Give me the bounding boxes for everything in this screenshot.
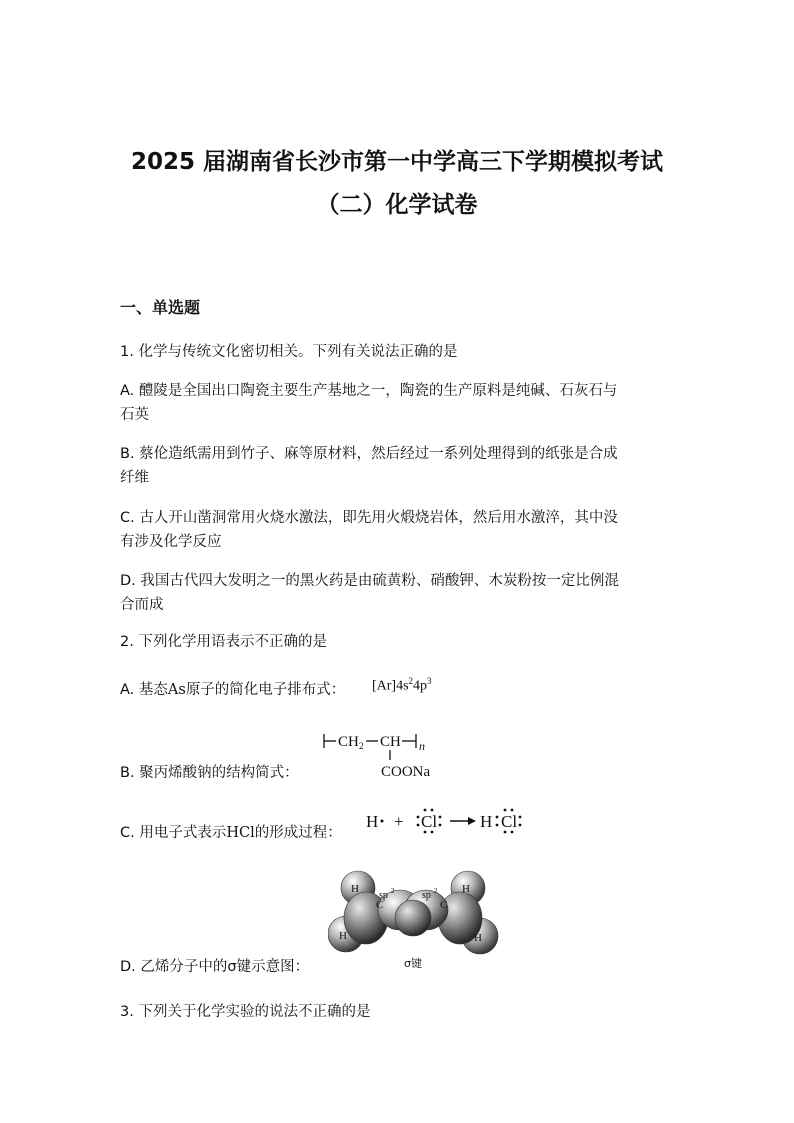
sigma-bond-caption: σ键 [404, 957, 422, 970]
ch-text: CH [380, 734, 401, 750]
element-as: As [167, 682, 186, 698]
label-h-top-left: H [351, 883, 359, 895]
config-4p: 4p [413, 678, 428, 694]
label-h-top-right: H [462, 883, 470, 895]
h-atom-2: H [480, 812, 493, 831]
n-subscript: n [419, 739, 425, 753]
question-2-option-b: B. 聚丙烯酸钠的结构简式： [120, 765, 299, 781]
question-1-option-c-line-2: 有涉及化学反应 [120, 534, 222, 550]
label-h-bottom-right: H [474, 932, 482, 944]
question-1-option-a-line-1: A. 醴陵是全国出口陶瓷主要生产基地之一，陶瓷的生产原料是纯碱、石灰石与 [120, 383, 618, 399]
coona-text: COONa [381, 764, 431, 780]
option-c-suffix: 的形成过程： [254, 825, 342, 841]
question-3-stem: 3. 下列关于化学实验的说法不正确的是 [120, 1004, 371, 1020]
question-1-stem: 1. 化学与传统文化密切相关。下列有关说法正确的是 [120, 344, 458, 360]
page-title-line-1: 2025 届湖南省长沙市第一中学高三下学期模拟考试 [130, 149, 664, 175]
question-1-option-b-line-2: 纤维 [120, 470, 149, 486]
page-title-line-2: （二）化学试卷 [316, 192, 478, 218]
hcl-label: HCl [226, 825, 255, 841]
label-sp2-right: sp [422, 890, 431, 901]
config-sup-2: 3 [427, 676, 432, 686]
ch2-text: CH [338, 734, 359, 750]
option-a-prefix: A. 基态 [120, 682, 168, 698]
plus-sign: + [394, 812, 404, 831]
question-1-option-d-line-1: D. 我国古代四大发明之一的黑火药是由硫黄粉、硝酸钾、木炭粉按一定比例混 [120, 573, 619, 589]
question-1-option-c-line-1: C. 古人开山凿洞常用火烧水激法，即先用火煅烧岩体，然后用水激淬，其中没 [120, 510, 618, 526]
polymer-structure [318, 728, 458, 782]
config-core: [Ar]4s [372, 678, 409, 694]
config-sup-1: 2 [408, 676, 414, 686]
label-c-right: C [440, 899, 448, 911]
hcl-formation-diagram [362, 802, 542, 838]
cl-atom-2: Cl [501, 812, 518, 831]
question-2-option-d: D. 乙烯分子中的σ键示意图： [120, 959, 310, 975]
question-2-stem: 2. 下列化学用语表示不正确的是 [120, 634, 327, 650]
cl-atom-1: Cl [421, 812, 438, 831]
label-sp2-right-sup: 2 [434, 887, 438, 895]
question-1-option-a-line-2: 石英 [120, 407, 149, 423]
h-atom-1: H [366, 812, 379, 831]
electron-configuration-formula [372, 676, 432, 695]
question-1-option-b-line-1: B. 蔡伦造纸需用到竹子、麻等原材料，然后经过一系列处理得到的纸张是合成 [120, 446, 618, 462]
question-1-option-d-line-2: 合而成 [120, 597, 164, 613]
label-sp2-left: sp [379, 890, 388, 901]
label-c-left: C [376, 899, 384, 911]
option-a-suffix: 原子的简化电子排布式： [185, 682, 346, 698]
section-heading: 一、单选题 [120, 298, 201, 317]
ch2-sub: 2 [359, 741, 364, 751]
option-c-prefix: C. 用电子式表示 [120, 825, 227, 841]
label-h-bottom-left: H [339, 930, 347, 942]
label-sp2-left-sup: 2 [391, 887, 395, 895]
